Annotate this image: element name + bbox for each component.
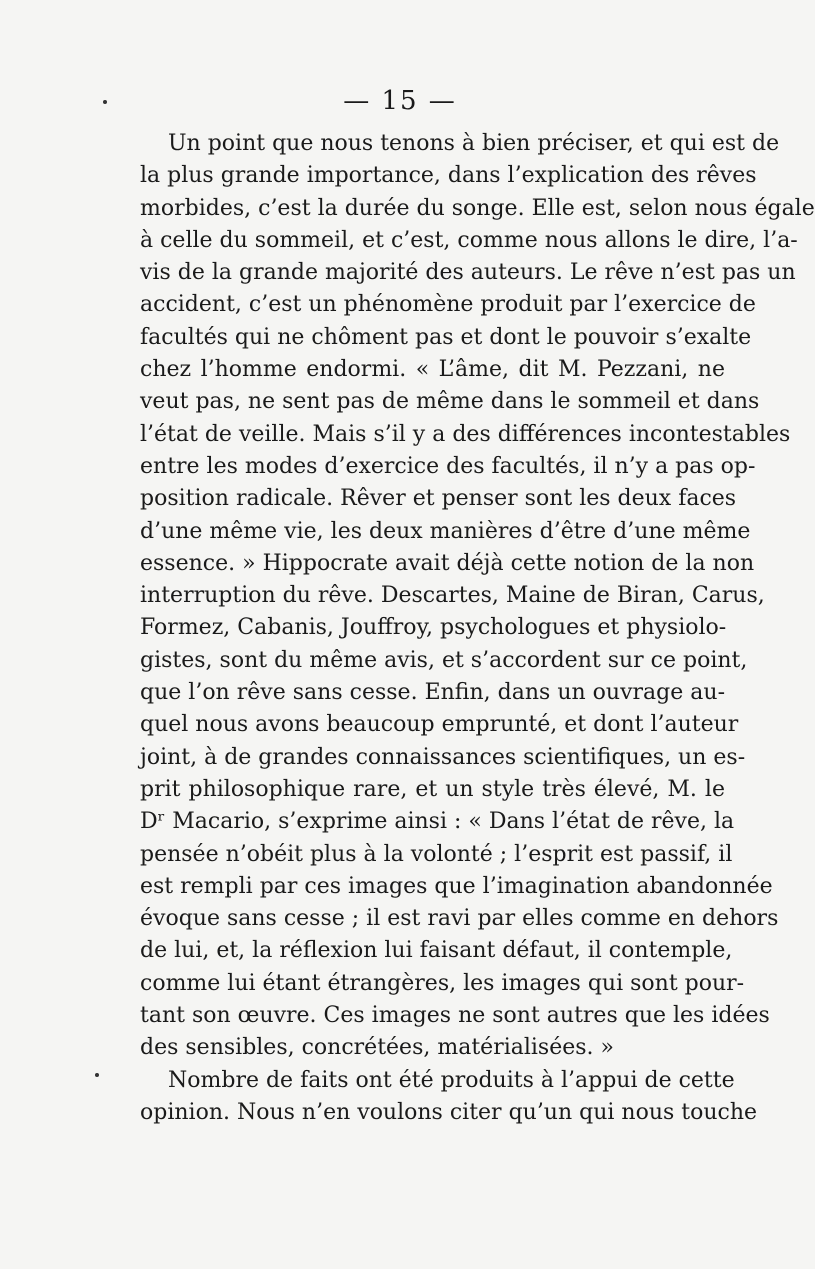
text-line: gistes, sont du même avis, et s’accordent sur ce point,: [140, 647, 748, 673]
text-line: prit philosophique rare, et un style très élevé, M. le: [140, 776, 725, 802]
text-line: facultés qui ne chôment pas et dont le pouvoir s’exalte: [140, 324, 752, 350]
text-line: essence. » Hippocrate avait déjà cette notion de la non: [140, 550, 755, 576]
text-line: entre les modes d’exercice des facultés, il n’y a pas op-: [140, 453, 756, 479]
ink-speck: [103, 100, 107, 104]
text-line: comme lui étant étrangères, les images qui sont pour-: [140, 970, 745, 996]
text-line: est rempli par ces images que l’imagination abandonnée: [140, 873, 773, 899]
text-line: veut pas, ne sent pas de même dans le sommeil et dans: [140, 389, 760, 415]
text-line: joint, à de grandes connaissances scientifiques, un es-: [140, 744, 746, 770]
text-line: des sensibles, concrétées, matérialisées. »: [140, 1035, 614, 1061]
text-line: chez l’homme endormi. « L’âme, dit M. Pezzani, ne: [140, 357, 725, 383]
ink-speck: [95, 1073, 99, 1077]
text-line: vis de la grande majorité des auteurs. Le rêve n’est pas un: [140, 260, 796, 286]
text-line: interruption du rêve. Descartes, Maine de Biran, Carus,: [140, 583, 765, 609]
text-line: accident, c’est un phénomène produit par l’exercice de: [140, 292, 756, 318]
text-line: morbides, c’est la durée du songe. Elle est, selon nous égale: [140, 195, 815, 221]
text-line: Nombre de faits ont été produits à l’appui de cette: [168, 1067, 735, 1093]
text-line: opinion. Nous n’en voulons citer qu’un qui nous touche: [140, 1099, 758, 1125]
text-line: pensée n’obéit plus à la volonté ; l’esprit est passif, il: [140, 841, 733, 867]
text-line: quel nous avons beaucoup emprunté, et dont l’auteur: [140, 712, 739, 738]
text-line: l’état de veille. Mais s’il y a des différences incontestables: [140, 421, 791, 447]
text-line: de lui, et, la réflexion lui faisant défaut, il contemple,: [140, 938, 733, 964]
text-line: Formez, Cabanis, Jouffroy, psychologues et physiolo-: [140, 615, 727, 641]
body-text: [140, 128, 815, 1129]
text-line: position radicale. Rêver et penser sont les deux faces: [140, 486, 737, 512]
text-line: que l’on rêve sans cesse. Enfin, dans un ouvrage au-: [140, 680, 725, 706]
text-line: d’une même vie, les deux manières d’être d’une même: [140, 518, 751, 544]
text-line: évoque sans cesse ; il est ravi par elles comme en dehors: [140, 906, 779, 932]
text-line: Un point que nous tenons à bien préciser, et qui est de: [168, 131, 780, 156]
text-line: Dʳ Macario, s’exprime ainsi : « Dans l’état de rêve, la: [140, 809, 735, 835]
text-line: tant son œuvre. Ces images ne sont autres que les idées: [140, 1003, 770, 1029]
page-number: — 15 —: [343, 86, 457, 116]
text-line: la plus grande importance, dans l’explication des rêves: [140, 163, 757, 189]
text-line: à celle du sommeil, et c’est, comme nous allons le dire, l’a-: [140, 227, 798, 253]
